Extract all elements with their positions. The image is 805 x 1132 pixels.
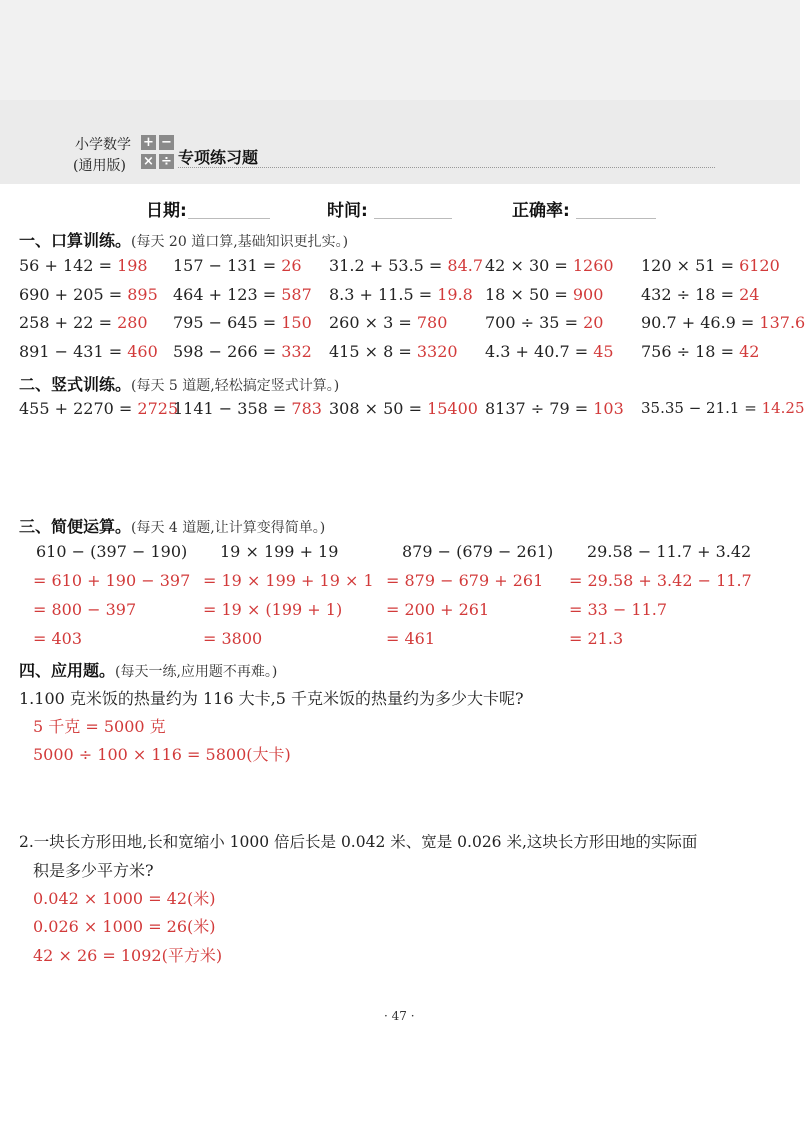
oral-calc-item xyxy=(19,342,158,361)
section-note: (每天 20 道口算,基础知识更扎实。) xyxy=(131,234,349,250)
answer: 3320 xyxy=(416,342,458,361)
word-problem-1: 1.100 克米饭的热量约为 116 大卡,5 千克米饭的热量约为多少大卡呢? xyxy=(19,689,524,708)
answer: 103 xyxy=(593,399,624,418)
equation: 455 + 2270 = xyxy=(19,399,138,418)
accuracy-label: 正确率: xyxy=(512,201,570,221)
page-top-background xyxy=(0,0,800,100)
simplify-step: = 33 − 11.7 xyxy=(569,600,668,619)
answer-line: 0.042 × 1000 = 42(米) xyxy=(33,889,216,908)
time-field[interactable] xyxy=(374,218,452,219)
answer: 460 xyxy=(127,342,158,361)
page-number: · 47 · xyxy=(384,1009,415,1023)
page-title: 专项练习题 xyxy=(178,148,259,167)
equation: 756 ÷ 18 = xyxy=(641,342,740,361)
equation: 598 − 266 = xyxy=(173,342,282,361)
oral-calc-item xyxy=(641,256,780,275)
equation: 891 − 431 = xyxy=(19,342,128,361)
word-problem-2-cont: 积是多少平方米? xyxy=(33,861,154,880)
equation: 42 × 30 = xyxy=(485,256,573,275)
simplify-step: = 879 − 679 + 261 xyxy=(386,571,544,590)
oral-calc-item xyxy=(485,313,603,332)
equation: 690 + 205 = xyxy=(19,285,128,304)
equation: 4.3 + 40.7 = xyxy=(485,342,594,361)
vertical-calc-item xyxy=(19,399,178,418)
operator-logo xyxy=(141,135,175,171)
equation: 31.2 + 53.5 = xyxy=(329,256,448,275)
answer: 783 xyxy=(291,399,322,418)
answer-line: 42 × 26 = 1092(平方米) xyxy=(33,946,223,965)
equation: 464 + 123 = xyxy=(173,285,282,304)
answer: 24 xyxy=(739,285,760,304)
answer: 137.6 xyxy=(759,313,805,332)
answer: 15400 xyxy=(427,399,478,418)
equation: 8137 ÷ 79 = xyxy=(485,399,594,418)
answer: 587 xyxy=(281,285,312,304)
equation: 8.3 + 11.5 = xyxy=(329,285,438,304)
word-problem-2: 2.一块长方形田地,长和宽缩小 1000 倍后长是 0.042 米、宽是 0.026 米,这块长方形田地的实际面 xyxy=(19,833,698,851)
oral-calc-item xyxy=(329,256,483,275)
brand-title: 小学数学 xyxy=(75,137,131,153)
answer: 332 xyxy=(281,342,312,361)
accuracy-field[interactable] xyxy=(576,218,656,219)
answer: 900 xyxy=(572,285,604,304)
section-title: 四、应用题。 xyxy=(19,661,116,680)
equation: 260 × 3 = xyxy=(329,313,417,332)
equation: 795 − 645 = xyxy=(173,313,282,332)
section-heading xyxy=(19,658,277,681)
simplify-question: 19 × 199 + 19 xyxy=(220,542,339,561)
answer: 150 xyxy=(281,313,312,332)
oral-calc-item xyxy=(19,313,148,332)
equation: 432 ÷ 18 = xyxy=(641,285,740,304)
header-divider xyxy=(178,167,715,168)
section-heading xyxy=(19,514,325,537)
simplify-question: 610 − (397 − 190) xyxy=(36,542,188,561)
vertical-calc-item xyxy=(485,399,624,418)
answer-line: 5 千克 = 5000 克 xyxy=(33,717,166,736)
oral-calc-item xyxy=(641,285,759,304)
date-field[interactable] xyxy=(188,218,270,219)
equation: 120 × 51 = xyxy=(641,256,740,275)
section-title: 二、竖式训练。 xyxy=(19,375,132,394)
oral-calc-item xyxy=(329,285,473,304)
oral-calc-item xyxy=(641,313,805,332)
answer: 45 xyxy=(593,342,614,361)
equation: 415 × 8 = xyxy=(329,342,417,361)
date-label: 日期: xyxy=(146,201,187,221)
equation: 308 × 50 = xyxy=(329,399,428,418)
answer: 1260 xyxy=(572,256,614,275)
simplify-question: 879 − (679 − 261) xyxy=(402,542,554,561)
answer: 6120 xyxy=(739,256,780,275)
answer: 20 xyxy=(583,313,604,332)
simplify-step: = 403 xyxy=(33,629,83,648)
answer: 26 xyxy=(281,256,302,275)
oral-calc-item xyxy=(485,342,614,361)
answer: 198 xyxy=(117,256,148,275)
equation: 700 ÷ 35 = xyxy=(485,313,584,332)
answer: 84.7 xyxy=(447,256,484,275)
simplify-step: = 19 × 199 + 19 × 1 xyxy=(203,571,374,590)
answer-line: 5000 ÷ 100 × 116 = 5800(大卡) xyxy=(33,745,291,764)
section-heading xyxy=(19,372,339,395)
oral-calc-item xyxy=(641,342,759,361)
answer-line: 0.026 × 1000 = 26(米) xyxy=(33,917,216,936)
oral-calc-item xyxy=(485,285,603,304)
vertical-calc-item xyxy=(641,399,805,417)
multiply-icon: × xyxy=(141,154,156,169)
answer: 280 xyxy=(117,313,148,332)
simplify-step: = 800 − 397 xyxy=(33,600,137,619)
equation: 35.35 − 21.1 = xyxy=(641,399,762,417)
oral-calc-item xyxy=(173,256,302,275)
oral-calc-item xyxy=(173,342,312,361)
answer: 19.8 xyxy=(437,285,473,304)
simplify-step: = 29.58 + 3.42 − 11.7 xyxy=(569,571,752,590)
time-label: 时间: xyxy=(327,201,368,221)
oral-calc-item xyxy=(173,285,312,304)
equation: 1141 − 358 = xyxy=(173,399,292,418)
answer: 42 xyxy=(739,342,760,361)
section-note: (每天 5 道题,轻松搞定竖式计算。) xyxy=(131,378,340,394)
vertical-calc-item xyxy=(173,399,322,418)
brand-edition: (通用版) xyxy=(73,158,126,174)
simplify-step: = 21.3 xyxy=(569,629,624,648)
oral-calc-item xyxy=(19,285,158,304)
simplify-step: = 461 xyxy=(386,629,436,648)
vertical-calc-item xyxy=(329,399,478,418)
section-heading xyxy=(19,228,348,251)
simplify-step: = 3800 xyxy=(203,629,263,648)
simplify-question: 29.58 − 11.7 + 3.42 xyxy=(587,542,752,561)
equation: 157 − 131 = xyxy=(173,256,282,275)
answer: 780 xyxy=(416,313,448,332)
divide-icon: ÷ xyxy=(159,154,174,169)
section-title: 三、简便运算。 xyxy=(19,517,132,536)
answer: 14.25 xyxy=(761,399,805,417)
equation: 56 + 142 = xyxy=(19,256,118,275)
equation: 258 + 22 = xyxy=(19,313,118,332)
oral-calc-item xyxy=(329,313,447,332)
oral-calc-item xyxy=(19,256,148,275)
equation: 90.7 + 46.9 = xyxy=(641,313,760,332)
plus-icon: + xyxy=(141,135,156,150)
answer: 2725 xyxy=(137,399,179,418)
section-note: (每天 4 道题,让计算变得简单。) xyxy=(131,520,326,536)
oral-calc-item xyxy=(485,256,614,275)
simplify-step: = 200 + 261 xyxy=(386,600,490,619)
minus-icon: − xyxy=(159,135,174,150)
simplify-step: = 610 + 190 − 397 xyxy=(33,571,191,590)
answer: 895 xyxy=(127,285,158,304)
equation: 18 × 50 = xyxy=(485,285,573,304)
section-note: (每天一练,应用题不再难。) xyxy=(115,664,278,680)
oral-calc-item xyxy=(329,342,458,361)
simplify-step: = 19 × (199 + 1) xyxy=(203,600,343,619)
oral-calc-item xyxy=(173,313,312,332)
section-title: 一、口算训练。 xyxy=(19,231,132,250)
